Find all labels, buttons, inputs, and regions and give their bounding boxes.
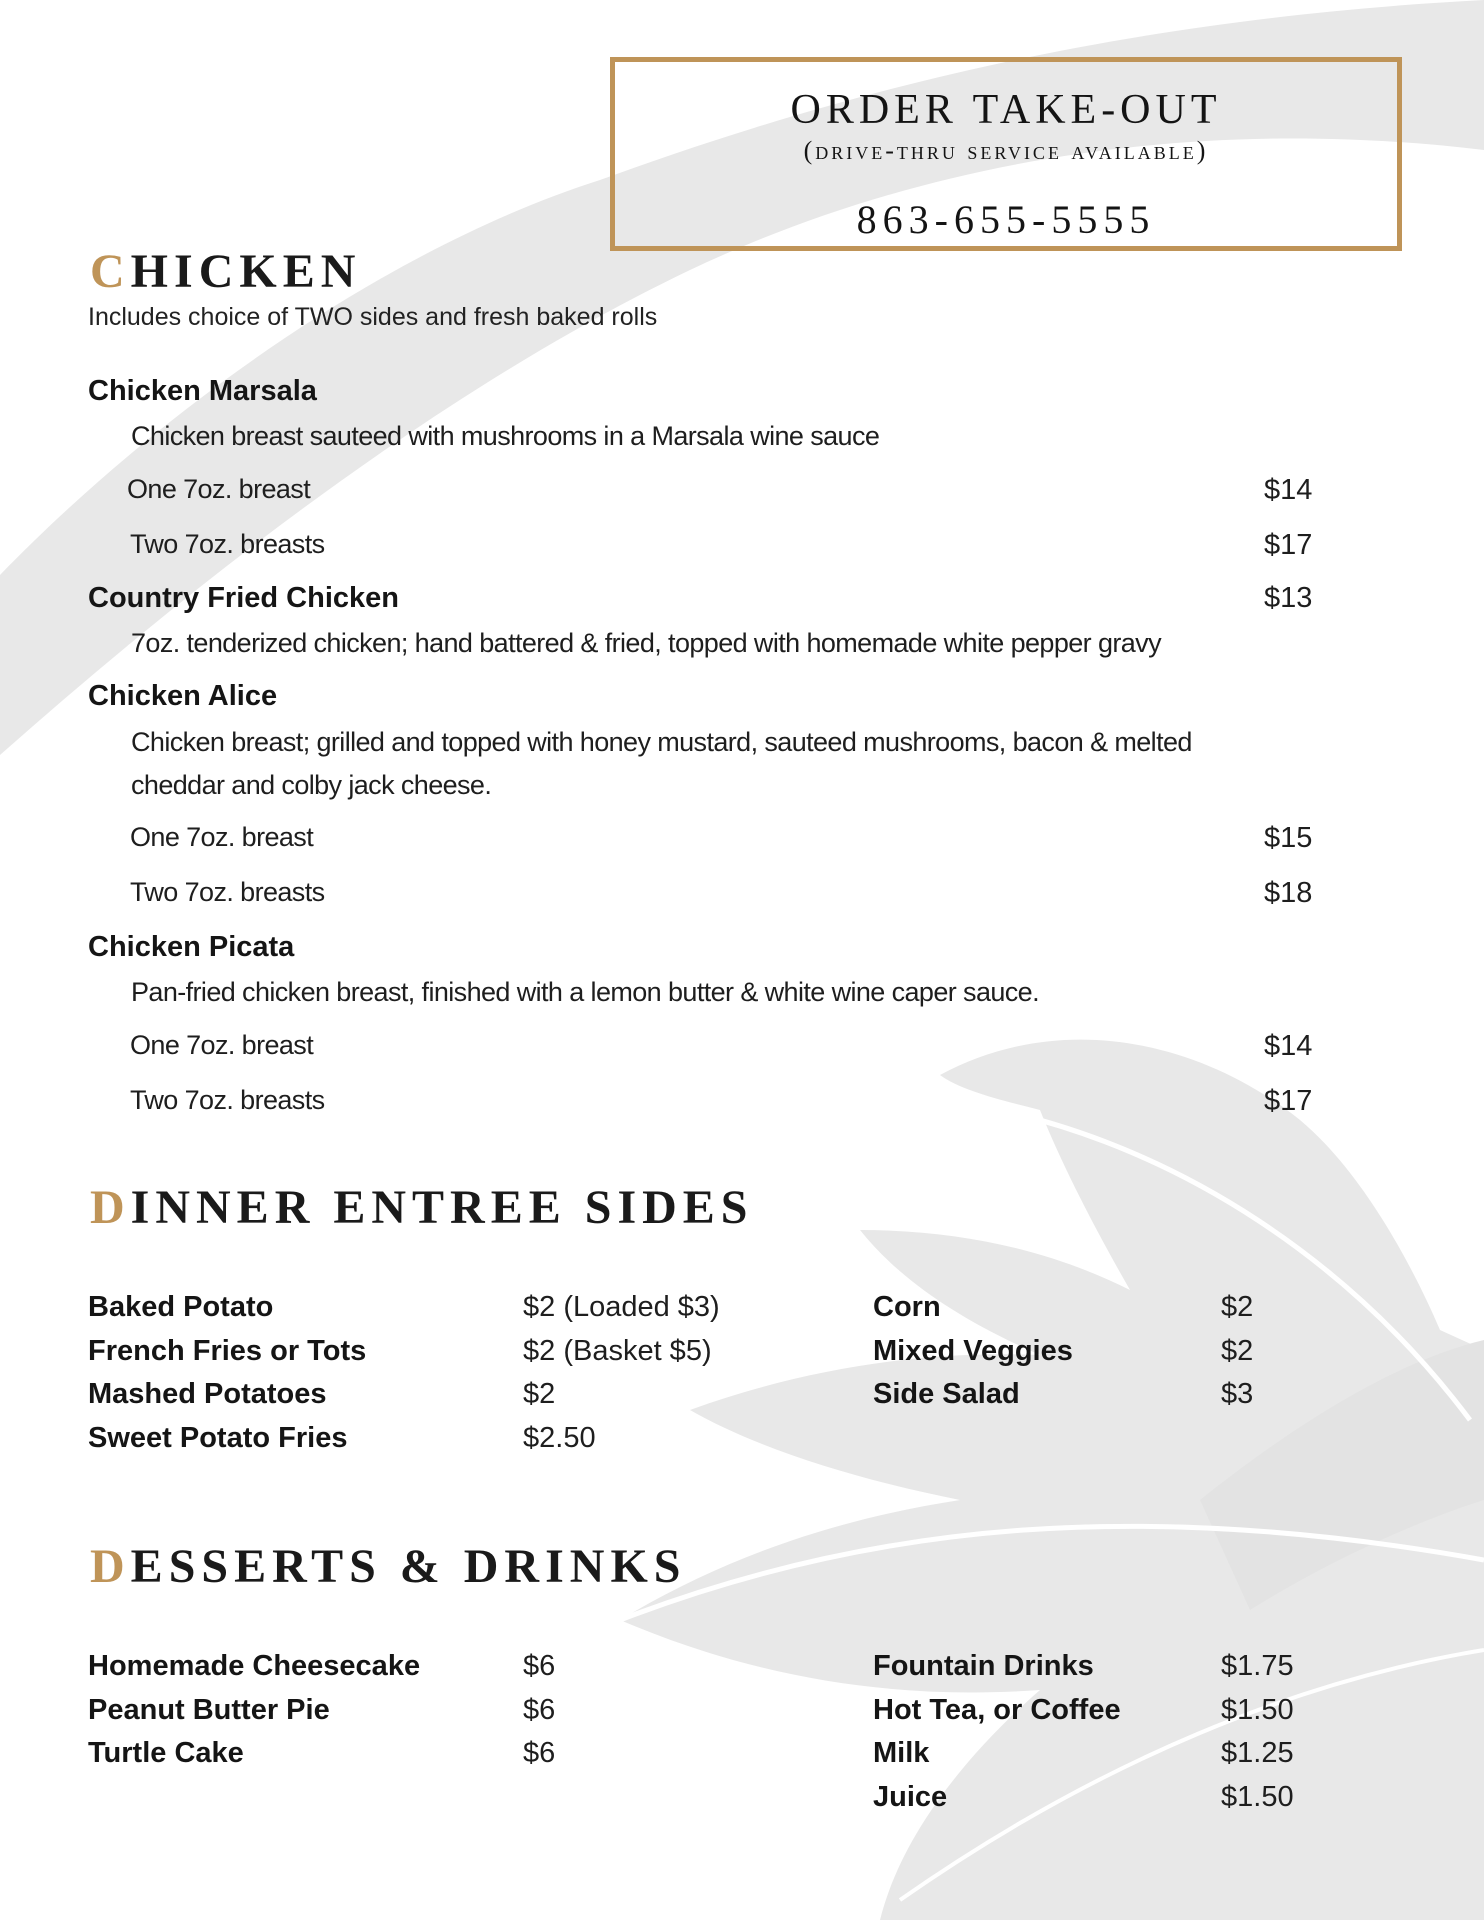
title-initial: D	[90, 1540, 131, 1593]
option-price: $15	[1264, 822, 1313, 854]
side-item-name: French Fries or Tots	[88, 1335, 367, 1367]
dessert-item-name: Homemade Cheesecake	[88, 1650, 421, 1682]
chicken-section-note: Includes choice of TWO sides and fresh baked rolls	[88, 303, 658, 331]
menu-item-name: Country Fried Chicken	[88, 582, 399, 614]
side-item-price: $2 (Loaded $3)	[523, 1291, 720, 1323]
title-initial: D	[90, 1181, 131, 1234]
dessert-item-name: Peanut Butter Pie	[88, 1694, 330, 1726]
order-title: ORDER TAKE-OUT	[790, 87, 1222, 133]
side-item-name: Corn	[873, 1291, 941, 1323]
drink-item-price: $1.50	[1221, 1694, 1294, 1726]
drink-item-price: $1.75	[1221, 1650, 1294, 1682]
order-phone: 863-655-5555	[856, 197, 1156, 242]
drink-item-price: $1.25	[1221, 1737, 1294, 1769]
side-item-name: Sweet Potato Fries	[88, 1422, 348, 1454]
option-label: One 7oz. breast	[130, 822, 314, 852]
drink-item-name: Juice	[873, 1781, 948, 1813]
option-price: $14	[1264, 1030, 1313, 1062]
side-item-price: $2 (Basket $5)	[523, 1335, 712, 1367]
side-item-name: Mashed Potatoes	[88, 1378, 327, 1410]
option-price: $18	[1264, 877, 1313, 909]
option-price: $17	[1264, 529, 1313, 561]
menu-item-description: 7oz. tenderized chicken; hand battered & fried, topped with homemade white pepper gravy	[131, 628, 1161, 658]
drink-item-name: Milk	[873, 1737, 930, 1769]
option-label: One 7oz. breast	[127, 474, 311, 504]
title-rest: INNER ENTREE SIDES	[130, 1181, 754, 1234]
drink-item-name: Hot Tea, or Coffee	[873, 1694, 1121, 1726]
option-label: Two 7oz. breasts	[130, 877, 325, 907]
title-rest: HICKEN	[130, 245, 362, 298]
option-price: $17	[1264, 1085, 1313, 1117]
menu-item-name: Chicken Alice	[88, 680, 278, 712]
side-item-price: $2	[1221, 1335, 1254, 1367]
side-item-price: $3	[1221, 1378, 1254, 1410]
dessert-item-price: $6	[523, 1650, 556, 1682]
menu-item-description: Chicken breast sauteed with mushrooms in a Marsala wine sauce	[131, 421, 880, 451]
menu-item-price: $13	[1264, 582, 1313, 614]
dessert-item-price: $6	[523, 1694, 556, 1726]
chicken-section-title	[90, 244, 361, 299]
menu-item-description: Pan-fried chicken breast, finished with a lemon butter & white wine caper sauce.	[131, 977, 1039, 1007]
option-label: One 7oz. breast	[130, 1030, 314, 1060]
dessert-item-price: $6	[523, 1737, 556, 1769]
order-takeout-box	[610, 57, 1402, 251]
side-item-name: Mixed Veggies	[873, 1335, 1073, 1367]
drink-item-name: Fountain Drinks	[873, 1650, 1094, 1682]
side-item-price: $2.50	[523, 1422, 596, 1454]
dessert-item-name: Turtle Cake	[88, 1737, 244, 1769]
desserts-section-title	[90, 1539, 686, 1594]
option-label: Two 7oz. breasts	[130, 1085, 325, 1115]
drink-item-price: $1.50	[1221, 1781, 1294, 1813]
title-initial: C	[90, 245, 131, 298]
side-item-price: $2	[1221, 1291, 1254, 1323]
title-rest: ESSERTS & DRINKS	[130, 1540, 687, 1593]
sides-section-title	[90, 1180, 754, 1235]
menu-item-name: Chicken Marsala	[88, 375, 317, 407]
side-item-name: Baked Potato	[88, 1291, 274, 1323]
order-subtitle: (drive-thru service available)	[803, 136, 1209, 165]
side-item-name: Side Salad	[873, 1378, 1020, 1410]
side-item-price: $2	[523, 1378, 556, 1410]
option-label: Two 7oz. breasts	[130, 529, 325, 559]
menu-item-description: Chicken breast; grilled and topped with honey mustard, sauteed mushrooms, bacon & melted cheddar and colby jack cheese.	[131, 727, 1192, 800]
menu-item-name: Chicken Picata	[88, 931, 295, 963]
option-price: $14	[1264, 474, 1313, 506]
